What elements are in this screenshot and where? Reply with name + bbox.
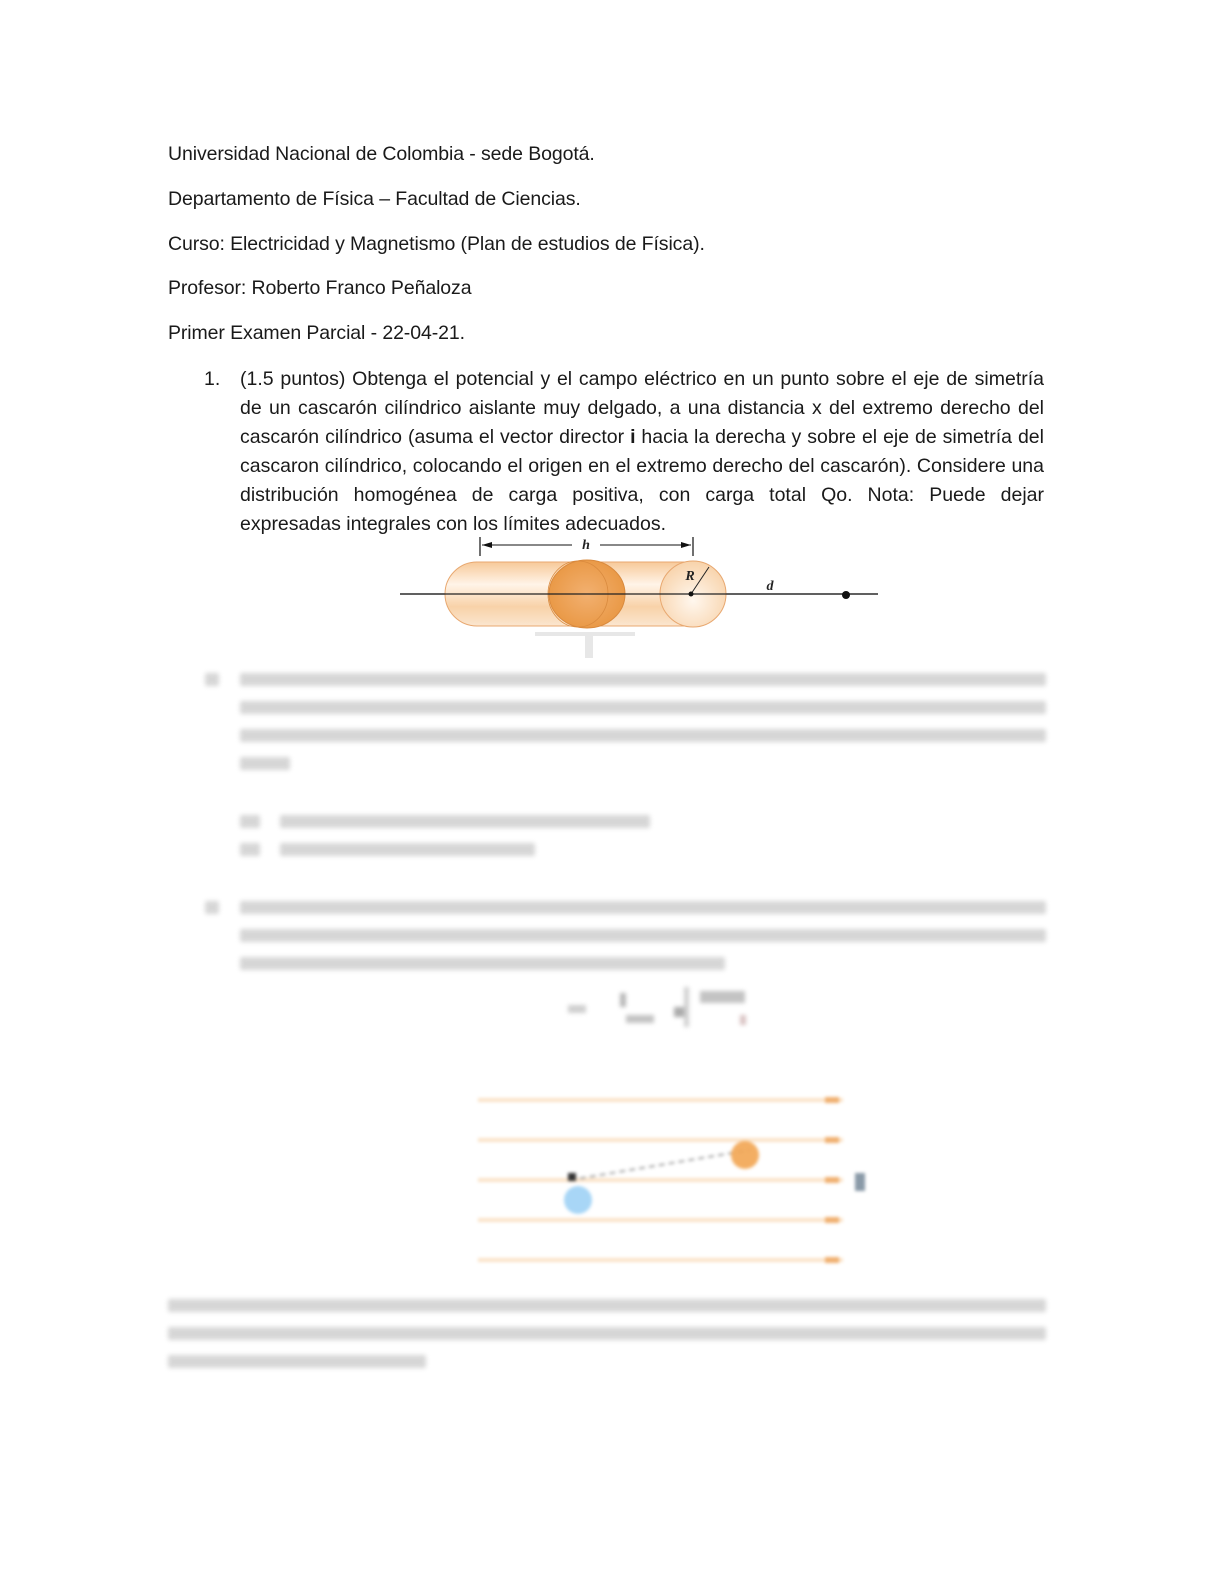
formula-blurred xyxy=(560,985,790,1035)
cylindrical-shell-figure xyxy=(400,532,880,662)
dipole-field-figure xyxy=(470,1085,870,1270)
positive-charge xyxy=(731,1141,759,1169)
professor-line: Profesor: Roberto Franco Peñaloza xyxy=(168,277,472,299)
question-1-number: 1. xyxy=(204,368,221,390)
unit-vector-i: i xyxy=(630,426,636,448)
question-1 xyxy=(204,365,1044,539)
course-line: Curso: Electricidad y Magnetismo (Plan de estudios de Física). xyxy=(168,233,705,255)
dipole-axis xyxy=(570,1150,750,1180)
field-point xyxy=(842,591,850,599)
question-1-text-part-a: (1.5 puntos) Obtenga el potencial y el campo eléctrico en un punto sobre el eje de simetría de un cascarón cilíndrico aislante muy delgado, a una distancia x del extremo derecho del cascarón cilíndrico (asuma el vector director xyxy=(240,368,1044,448)
department-line: Departamento de Física – Facultad de Ciencias. xyxy=(168,188,581,210)
negative-charge xyxy=(564,1186,592,1214)
label-h: h xyxy=(582,538,590,553)
center-point xyxy=(689,592,694,597)
exam-line: Primer Examen Parcial - 22-04-21. xyxy=(168,322,465,344)
label-r: R xyxy=(685,569,695,584)
question-1-text xyxy=(240,365,1044,539)
question-1-text-part-b: hacia la derecha y sobre el eje de simetría del cascaron cilíndrico, colocando el origen en el extremo derecho del cascarón). Considere una distribución homogénea de carga positiva, con carga total Qo. Nota: Puede dejar expresadas integrales con los límites adecuados. xyxy=(240,426,1044,535)
university-line: Universidad Nacional de Colombia - sede Bogotá. xyxy=(168,143,595,165)
field-lines xyxy=(478,1097,843,1263)
label-d: d xyxy=(766,579,774,594)
